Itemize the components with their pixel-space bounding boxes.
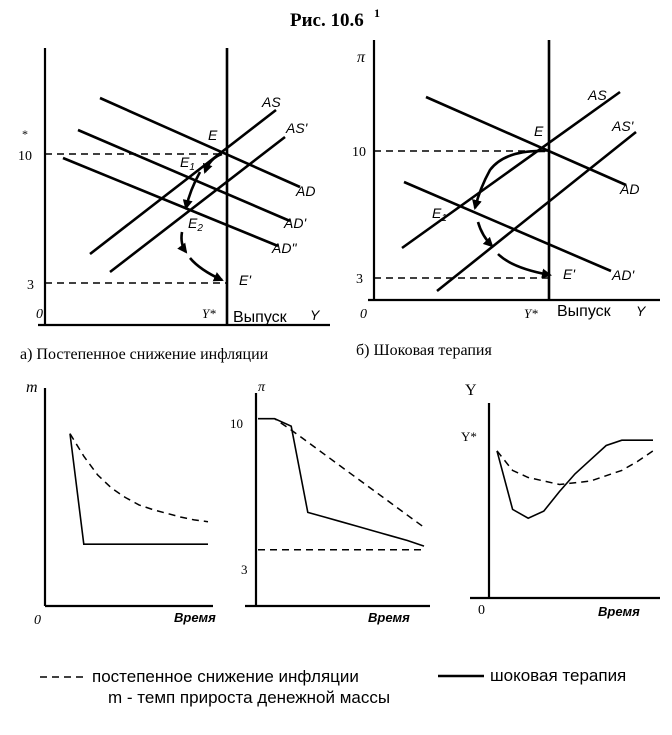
panel-a <box>18 48 330 326</box>
label-b-ad-prime: AD' <box>612 267 635 283</box>
panel-a-ytick-3: 3 <box>27 278 34 293</box>
point-b-e-prime: E' <box>563 266 576 282</box>
label-b-ad: AD <box>620 181 640 197</box>
arrow-e2-e-prime-b <box>190 258 222 280</box>
curve-as-prime <box>110 137 285 272</box>
point-e2: $E_2$ <box>188 215 203 234</box>
panel-a-origin: 0 <box>36 307 43 322</box>
label-ad-prime: AD' <box>284 215 307 231</box>
point-b-e1: $E_1$ <box>432 205 447 224</box>
point-e1: $E_1$ <box>180 154 195 173</box>
chart-y-ytick-potential: Y* <box>461 429 477 444</box>
chart-m-series-0 <box>70 434 208 522</box>
legend-note: m - темп прироста денежной массы <box>108 688 391 707</box>
curve-b-ad-prime <box>404 182 611 271</box>
arrow-b-to-e-prime <box>498 254 550 275</box>
label-b-as-prime: AS' <box>612 118 634 134</box>
panel-b-potential-label: Y* <box>524 306 538 321</box>
label-as: AS <box>262 94 281 110</box>
panel-b-output-label: Выпуск <box>557 303 611 320</box>
chart-pi-series-0 <box>258 419 424 528</box>
label-as-prime: AS' <box>286 120 308 136</box>
curve-b-as-prime <box>437 132 636 291</box>
panel-a-xlabel: Y <box>310 307 320 323</box>
panel-b-xlabel: Y <box>636 303 646 319</box>
chart-y-series-0 <box>497 451 653 485</box>
chart-pi-ytick-3: 3 <box>241 562 248 577</box>
chart-pi-ytick-10: 10 <box>230 416 243 431</box>
panel-a-ytick-10: 10 <box>18 149 32 164</box>
point-e-prime: E' <box>239 272 252 288</box>
point-e: E <box>208 127 218 143</box>
chart-y-xlabel: Время <box>598 604 640 619</box>
chart-m-origin: 0 <box>34 613 41 628</box>
label-ad: AD <box>296 183 316 199</box>
chart-y-series-1 <box>497 440 653 518</box>
arrow-b-e-e1 <box>475 151 545 208</box>
chart-pi-xlabel: Время <box>368 610 410 625</box>
legend-shock-label: шоковая терапия <box>490 666 627 685</box>
panel-b <box>352 40 660 322</box>
point-b-e: E <box>534 123 544 139</box>
panel-b-origin: 0 <box>360 307 367 322</box>
caption-b: б) Шоковая терапия <box>356 342 492 359</box>
caption-a: а) Постепенное снижение инфляции <box>20 346 269 363</box>
panel-a-potential-label: Y* <box>202 306 216 321</box>
label-b-as: AS <box>588 87 607 103</box>
arrow-b-e1-down <box>478 222 492 246</box>
legend <box>40 666 626 707</box>
chart-y-origin: 0 <box>478 603 485 618</box>
panel-b-ylabel: π <box>357 49 366 66</box>
chart-pi <box>230 380 430 625</box>
figure-title: Рис. 10.6 <box>290 10 364 31</box>
chart-m-ylabel: m <box>26 379 38 396</box>
chart-y <box>461 382 660 619</box>
panel-a-output-label: Выпуск <box>233 309 287 326</box>
chart-y-ylabel: Y <box>465 382 477 399</box>
legend-gradual-label: постепенное снижение инфляции <box>92 667 359 686</box>
chart-m-series-1 <box>70 434 208 545</box>
panel-b-ytick-10: 10 <box>352 145 366 160</box>
label-ad-double-prime: AD" <box>272 240 297 256</box>
chart-pi-series-1 <box>258 419 424 546</box>
panel-a-ylabel-mark: * <box>22 127 28 141</box>
figure-title-superscript: 1 <box>374 6 380 20</box>
arrow-e2-e-prime-a <box>182 232 187 252</box>
chart-pi-ylabel: π <box>258 380 266 395</box>
panel-b-ytick-3: 3 <box>356 272 363 287</box>
chart-m <box>26 379 216 628</box>
chart-m-xlabel: Время <box>174 610 216 625</box>
